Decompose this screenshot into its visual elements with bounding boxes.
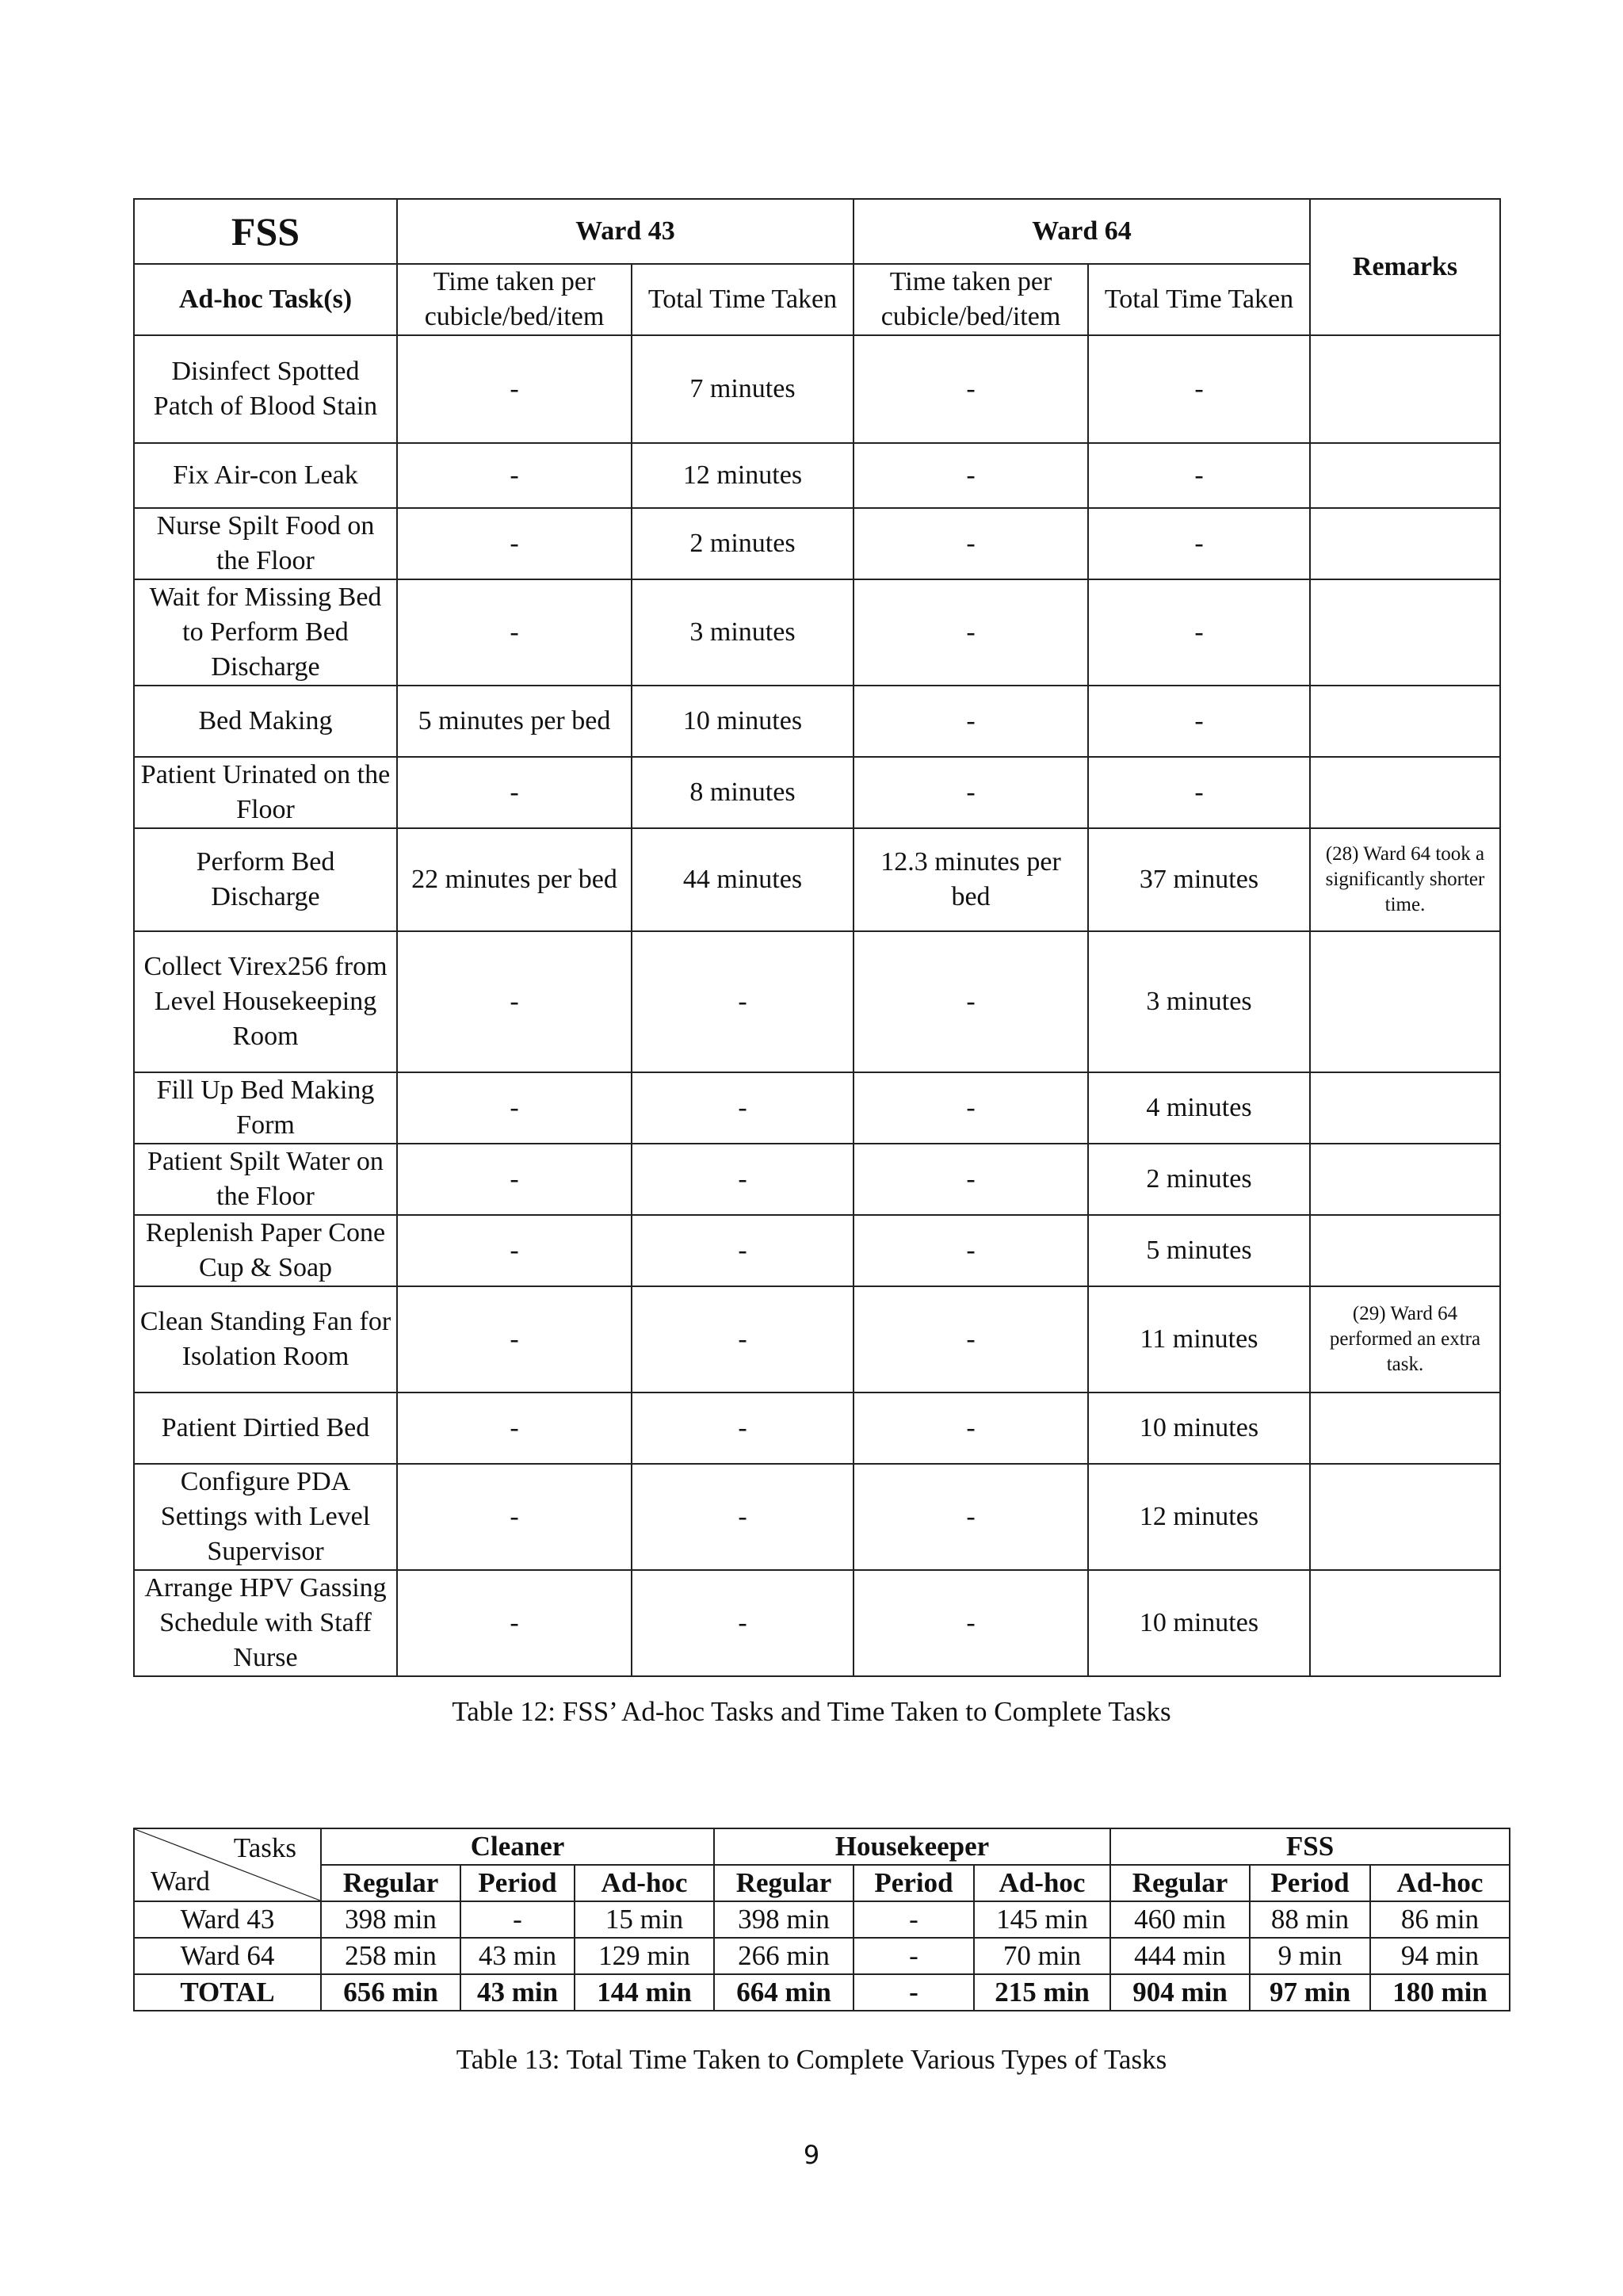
w43-time-per-cell: - (397, 1286, 632, 1392)
w43-time-per-cell: - (397, 1464, 632, 1570)
table-13-body (134, 1901, 1510, 2011)
value-cell: 97 min (1250, 1974, 1370, 2011)
task-cell: Fix Air-con Leak (134, 443, 397, 508)
table-row (134, 1901, 1510, 1938)
task-cell: Patient Urinated on the Floor (134, 757, 397, 828)
group-fss: FSS (1110, 1828, 1510, 1865)
task-cell: Nurse Spilt Food on the Floor (134, 508, 397, 579)
remarks-cell (1310, 686, 1500, 757)
w43-time-per-cell: - (397, 1570, 632, 1676)
w64-total-time-cell: 5 minutes (1088, 1215, 1310, 1286)
task-cell: Configure PDA Settings with Level Supervisor (134, 1464, 397, 1570)
task-cell: Collect Virex256 from Level Housekeeping Room (134, 931, 397, 1072)
w43-time-per-cell: - (397, 335, 632, 443)
w64-time-per-cell: - (854, 1392, 1088, 1464)
table-row (134, 1072, 1500, 1144)
value-cell: 904 min (1110, 1974, 1250, 2011)
header-w64-total-time: Total Time Taken (1088, 264, 1310, 335)
remarks-cell (1310, 1215, 1500, 1286)
w43-total-time-cell: - (632, 1286, 854, 1392)
remarks-cell (1310, 443, 1500, 508)
table-row (134, 508, 1500, 579)
w43-time-per-cell: - (397, 1072, 632, 1144)
w64-time-per-cell: - (854, 1215, 1088, 1286)
subheader-row (134, 1865, 1510, 1901)
task-cell: Fill Up Bed Making Form (134, 1072, 397, 1144)
value-cell: 145 min (974, 1901, 1110, 1938)
header-w64-time-per: Time taken per cubicle/bed/item (854, 264, 1088, 335)
value-cell: 144 min (575, 1974, 714, 2011)
w43-time-per-cell: - (397, 1392, 632, 1464)
w43-total-time-cell: 12 minutes (632, 443, 854, 508)
w64-total-time-cell: 3 minutes (1088, 931, 1310, 1072)
remarks-cell (1310, 1072, 1500, 1144)
remarks-cell (1310, 757, 1500, 828)
table-12 (133, 198, 1501, 1677)
value-cell: - (854, 1938, 974, 1974)
w64-total-time-cell: 4 minutes (1088, 1072, 1310, 1144)
header-ward-64: Ward 64 (854, 199, 1310, 264)
remarks-cell: (28) Ward 64 took a significantly shorter time. (1310, 828, 1500, 931)
value-cell: - (854, 1974, 974, 2011)
subheader-period: Period (854, 1865, 974, 1901)
w64-total-time-cell: 12 minutes (1088, 1464, 1310, 1570)
w43-total-time-cell: - (632, 1570, 854, 1676)
corner-tasks-label: Tasks (233, 1832, 296, 1863)
header-ward-43: Ward 43 (397, 199, 854, 264)
value-cell: 9 min (1250, 1938, 1370, 1974)
w64-total-time-cell: 2 minutes (1088, 1144, 1310, 1215)
table-row (134, 757, 1500, 828)
remarks-cell (1310, 1464, 1500, 1570)
total-row (134, 1974, 1510, 2011)
value-cell: 70 min (974, 1938, 1110, 1974)
header-w43-total-time: Total Time Taken (632, 264, 854, 335)
w64-time-per-cell: - (854, 1464, 1088, 1570)
table-row (134, 1215, 1500, 1286)
w43-total-time-cell: - (632, 1464, 854, 1570)
w43-time-per-cell: - (397, 443, 632, 508)
w43-time-per-cell: - (397, 757, 632, 828)
table-row (134, 1392, 1500, 1464)
w43-total-time-cell: 10 minutes (632, 686, 854, 757)
w64-total-time-cell: - (1088, 508, 1310, 579)
remarks-cell (1310, 931, 1500, 1072)
subheader-period: Period (1250, 1865, 1370, 1901)
subheader-regular: Regular (1110, 1865, 1250, 1901)
value-cell: 88 min (1250, 1901, 1370, 1938)
value-cell: 15 min (575, 1901, 714, 1938)
task-cell: Perform Bed Discharge (134, 828, 397, 931)
w43-total-time-cell: - (632, 1215, 854, 1286)
w64-total-time-cell: 10 minutes (1088, 1570, 1310, 1676)
w64-time-per-cell: - (854, 1286, 1088, 1392)
w43-time-per-cell: - (397, 1144, 632, 1215)
value-cell: 266 min (714, 1938, 854, 1974)
value-cell: 258 min (321, 1938, 460, 1974)
w43-time-per-cell: - (397, 1215, 632, 1286)
table-row (134, 931, 1500, 1072)
w43-total-time-cell: - (632, 1072, 854, 1144)
w43-total-time-cell: 8 minutes (632, 757, 854, 828)
w64-total-time-cell: 10 minutes (1088, 1392, 1310, 1464)
w64-time-per-cell: - (854, 579, 1088, 686)
header-fss: FSS (134, 199, 397, 264)
table-row (134, 1464, 1500, 1570)
w64-time-per-cell: - (854, 443, 1088, 508)
w64-time-per-cell: 12.3 minutes per bed (854, 828, 1088, 931)
w43-time-per-cell: - (397, 931, 632, 1072)
ward-label: Ward 64 (134, 1938, 321, 1974)
value-cell: 180 min (1370, 1974, 1510, 2011)
group-cleaner: Cleaner (321, 1828, 714, 1865)
w64-total-time-cell: 11 minutes (1088, 1286, 1310, 1392)
task-cell: Disinfect Spotted Patch of Blood Stain (134, 335, 397, 443)
remarks-cell (1310, 1570, 1500, 1676)
w43-total-time-cell: 2 minutes (632, 508, 854, 579)
value-cell: 460 min (1110, 1901, 1250, 1938)
subheader-regular: Regular (714, 1865, 854, 1901)
header-w43-time-per: Time taken per cubicle/bed/item (397, 264, 632, 335)
w64-total-time-cell: - (1088, 335, 1310, 443)
value-cell: 444 min (1110, 1938, 1250, 1974)
task-cell: Arrange HPV Gassing Schedule with Staff Nurse (134, 1570, 397, 1676)
table-12-body (134, 335, 1500, 1676)
w64-time-per-cell: - (854, 1072, 1088, 1144)
remarks-cell (1310, 579, 1500, 686)
table-row (134, 828, 1500, 931)
table-row (134, 1286, 1500, 1392)
value-cell: 664 min (714, 1974, 854, 2011)
table-13 (133, 1828, 1510, 2011)
subheader-ad-hoc: Ad-hoc (575, 1865, 714, 1901)
value-cell: 398 min (714, 1901, 854, 1938)
group-housekeeper: Housekeeper (714, 1828, 1110, 1865)
subheader-regular: Regular (321, 1865, 460, 1901)
value-cell: - (460, 1901, 575, 1938)
task-cell: Patient Spilt Water on the Floor (134, 1144, 397, 1215)
table-row (134, 335, 1500, 443)
w43-time-per-cell: 5 minutes per bed (397, 686, 632, 757)
w43-total-time-cell: 44 minutes (632, 828, 854, 931)
w64-total-time-cell: - (1088, 757, 1310, 828)
table-row (134, 1144, 1500, 1215)
ward-label: Ward 43 (134, 1901, 321, 1938)
value-cell: - (854, 1901, 974, 1938)
w43-time-per-cell: - (397, 579, 632, 686)
table-row (134, 1938, 1510, 1974)
corner-cell (134, 1828, 321, 1901)
table-13-caption: Table 13: Total Time Taken to Complete Various Types of Tasks (456, 2044, 1167, 2075)
total-label: TOTAL (134, 1974, 321, 2011)
table-row (134, 579, 1500, 686)
subheader-ad-hoc: Ad-hoc (974, 1865, 1110, 1901)
remarks-cell (1310, 1144, 1500, 1215)
w64-total-time-cell: - (1088, 686, 1310, 757)
task-cell: Clean Standing Fan for Isolation Room (134, 1286, 397, 1392)
task-cell: Bed Making (134, 686, 397, 757)
remarks-cell (1310, 1392, 1500, 1464)
task-cell: Patient Dirtied Bed (134, 1392, 397, 1464)
w43-total-time-cell: 7 minutes (632, 335, 854, 443)
value-cell: 398 min (321, 1901, 460, 1938)
table-row (134, 443, 1500, 508)
header-remarks: Remarks (1310, 199, 1500, 335)
page-number: 9 (803, 2140, 820, 2170)
value-cell: 94 min (1370, 1938, 1510, 1974)
value-cell: 43 min (460, 1974, 575, 2011)
w64-time-per-cell: - (854, 1144, 1088, 1215)
corner-ward-label: Ward (151, 1866, 210, 1897)
value-cell: 215 min (974, 1974, 1110, 2011)
value-cell: 43 min (460, 1938, 575, 1974)
header-adhoc-tasks: Ad-hoc Task(s) (134, 264, 397, 335)
subheader-period: Period (460, 1865, 575, 1901)
remarks-cell: (29) Ward 64 performed an extra task. (1310, 1286, 1500, 1392)
remarks-cell (1310, 335, 1500, 443)
w64-total-time-cell: 37 minutes (1088, 828, 1310, 931)
w64-total-time-cell: - (1088, 443, 1310, 508)
w64-total-time-cell: - (1088, 579, 1310, 686)
value-cell: 656 min (321, 1974, 460, 2011)
w43-total-time-cell: - (632, 931, 854, 1072)
w43-total-time-cell: - (632, 1144, 854, 1215)
task-cell: Replenish Paper Cone Cup & Soap (134, 1215, 397, 1286)
table-row (134, 686, 1500, 757)
w64-time-per-cell: - (854, 757, 1088, 828)
w64-time-per-cell: - (854, 508, 1088, 579)
w64-time-per-cell: - (854, 686, 1088, 757)
table-12-caption: Table 12: FSS’ Ad-hoc Tasks and Time Taken to Complete Tasks (452, 1696, 1171, 1727)
w43-time-per-cell: 22 minutes per bed (397, 828, 632, 931)
remarks-cell (1310, 508, 1500, 579)
table-row (134, 1570, 1500, 1676)
w43-total-time-cell: 3 minutes (632, 579, 854, 686)
value-cell: 86 min (1370, 1901, 1510, 1938)
value-cell: 129 min (575, 1938, 714, 1974)
w43-time-per-cell: - (397, 508, 632, 579)
task-cell: Wait for Missing Bed to Perform Bed Discharge (134, 579, 397, 686)
w64-time-per-cell: - (854, 1570, 1088, 1676)
w64-time-per-cell: - (854, 931, 1088, 1072)
w43-total-time-cell: - (632, 1392, 854, 1464)
w64-time-per-cell: - (854, 335, 1088, 443)
subheader-ad-hoc: Ad-hoc (1370, 1865, 1510, 1901)
